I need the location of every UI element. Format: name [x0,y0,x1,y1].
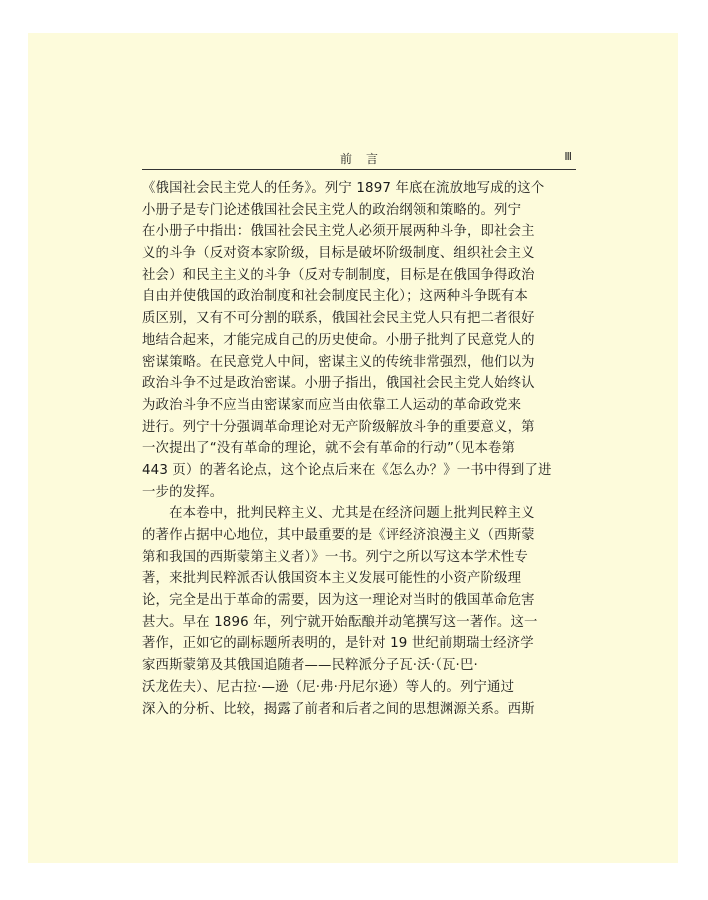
text-line: 第和我国的西斯蒙第主义者）》一书。列宁之所以写这本学术性专 [142,549,528,565]
text-line: 质区别，又有不可分割的联系，俄国社会民主党人只有把二者很好 [142,311,535,327]
text-line: 在小册子中指出：俄国社会民主党人必须开展两种斗争，即社会主 [142,224,535,240]
text-line: 小册子是专门论述俄国社会民主党人的政治纲领和策略的。列宁 [142,202,522,218]
text-line: 地结合起来，才能完成自己的历史使命。小册子批判了民意党人的 [142,332,535,348]
text-line: 443 页）的著名论点，这个论点后来在《怎么办？》一书中得到了进 [142,462,552,478]
text-line: 为政治斗争不应当由密谋家而应当由依靠工人运动的革命政党来 [142,397,522,413]
page-number: Ⅲ [564,151,572,163]
text-line: 沃龙佐夫）、尼古拉·—逊（尼·弗·丹尼尔逊）等人的。列宁通过 [142,679,515,695]
text-line: 深入的分析、比较，揭露了前者和后者之间的思想渊源关系。西斯 [142,701,535,717]
header-title: 前言 [339,152,392,166]
text-line: 在本卷中，批判民粹主义、尤其是在经济问题上批判民粹主义 [142,506,535,522]
text-line: 《俄国社会民主党人的任务》。列宁 1897 年底在流放地写成的这个 [142,181,545,196]
text-line: 论，完全是出于革命的需要，因为这一理论对当时的俄国革命危害 [142,593,535,609]
text-line: 社会）和民主主义的斗争（反对专制制度，目标是在俄国争得政治 [142,267,535,283]
running-header [142,147,576,170]
text-line: 密谋策略。在民意党人中间，密谋主义的传统非常强烈，他们以为 [142,354,535,370]
text-line: 自由并使俄国的政治制度和社会制度民主化）；这两种斗争既有本 [142,289,528,305]
text-line: 义的斗争（反对资本家阶级，目标是破坏阶级制度、组织社会主义 [142,246,535,262]
text-line: 的著作占据中心地位，其中最重要的是《评经济浪漫主义（西斯蒙 [142,528,535,543]
body-text [142,178,576,720]
text-line: 著作，正如它的副标题所表明的，是针对 19 世纪前期瑞士经济学 [142,636,534,652]
text-line: 一步的发挥。 [142,484,224,500]
text-line: 政治斗争不过是政治密谋。小册子指出，俄国社会民主党人始终认 [142,376,535,392]
text-line: 一次提出了“没有革命的理论，就不会有革命的行动”（见本卷第 [142,441,516,457]
text-line: 家西斯蒙第及其俄国追随者——民粹派分子瓦·沃·（瓦·巴· [142,658,478,674]
text-line: 甚大。早在 1896 年，列宁就开始酝酿并动笔撰写这一著作。这一 [142,614,538,630]
text-line: 著，来批判民粹派否认俄国资本主义发展可能性的小资产阶级理 [142,571,522,587]
text-line: 进行。列宁十分强调革命理论对无产阶级解放斗争的重要意义，第 [142,419,535,435]
